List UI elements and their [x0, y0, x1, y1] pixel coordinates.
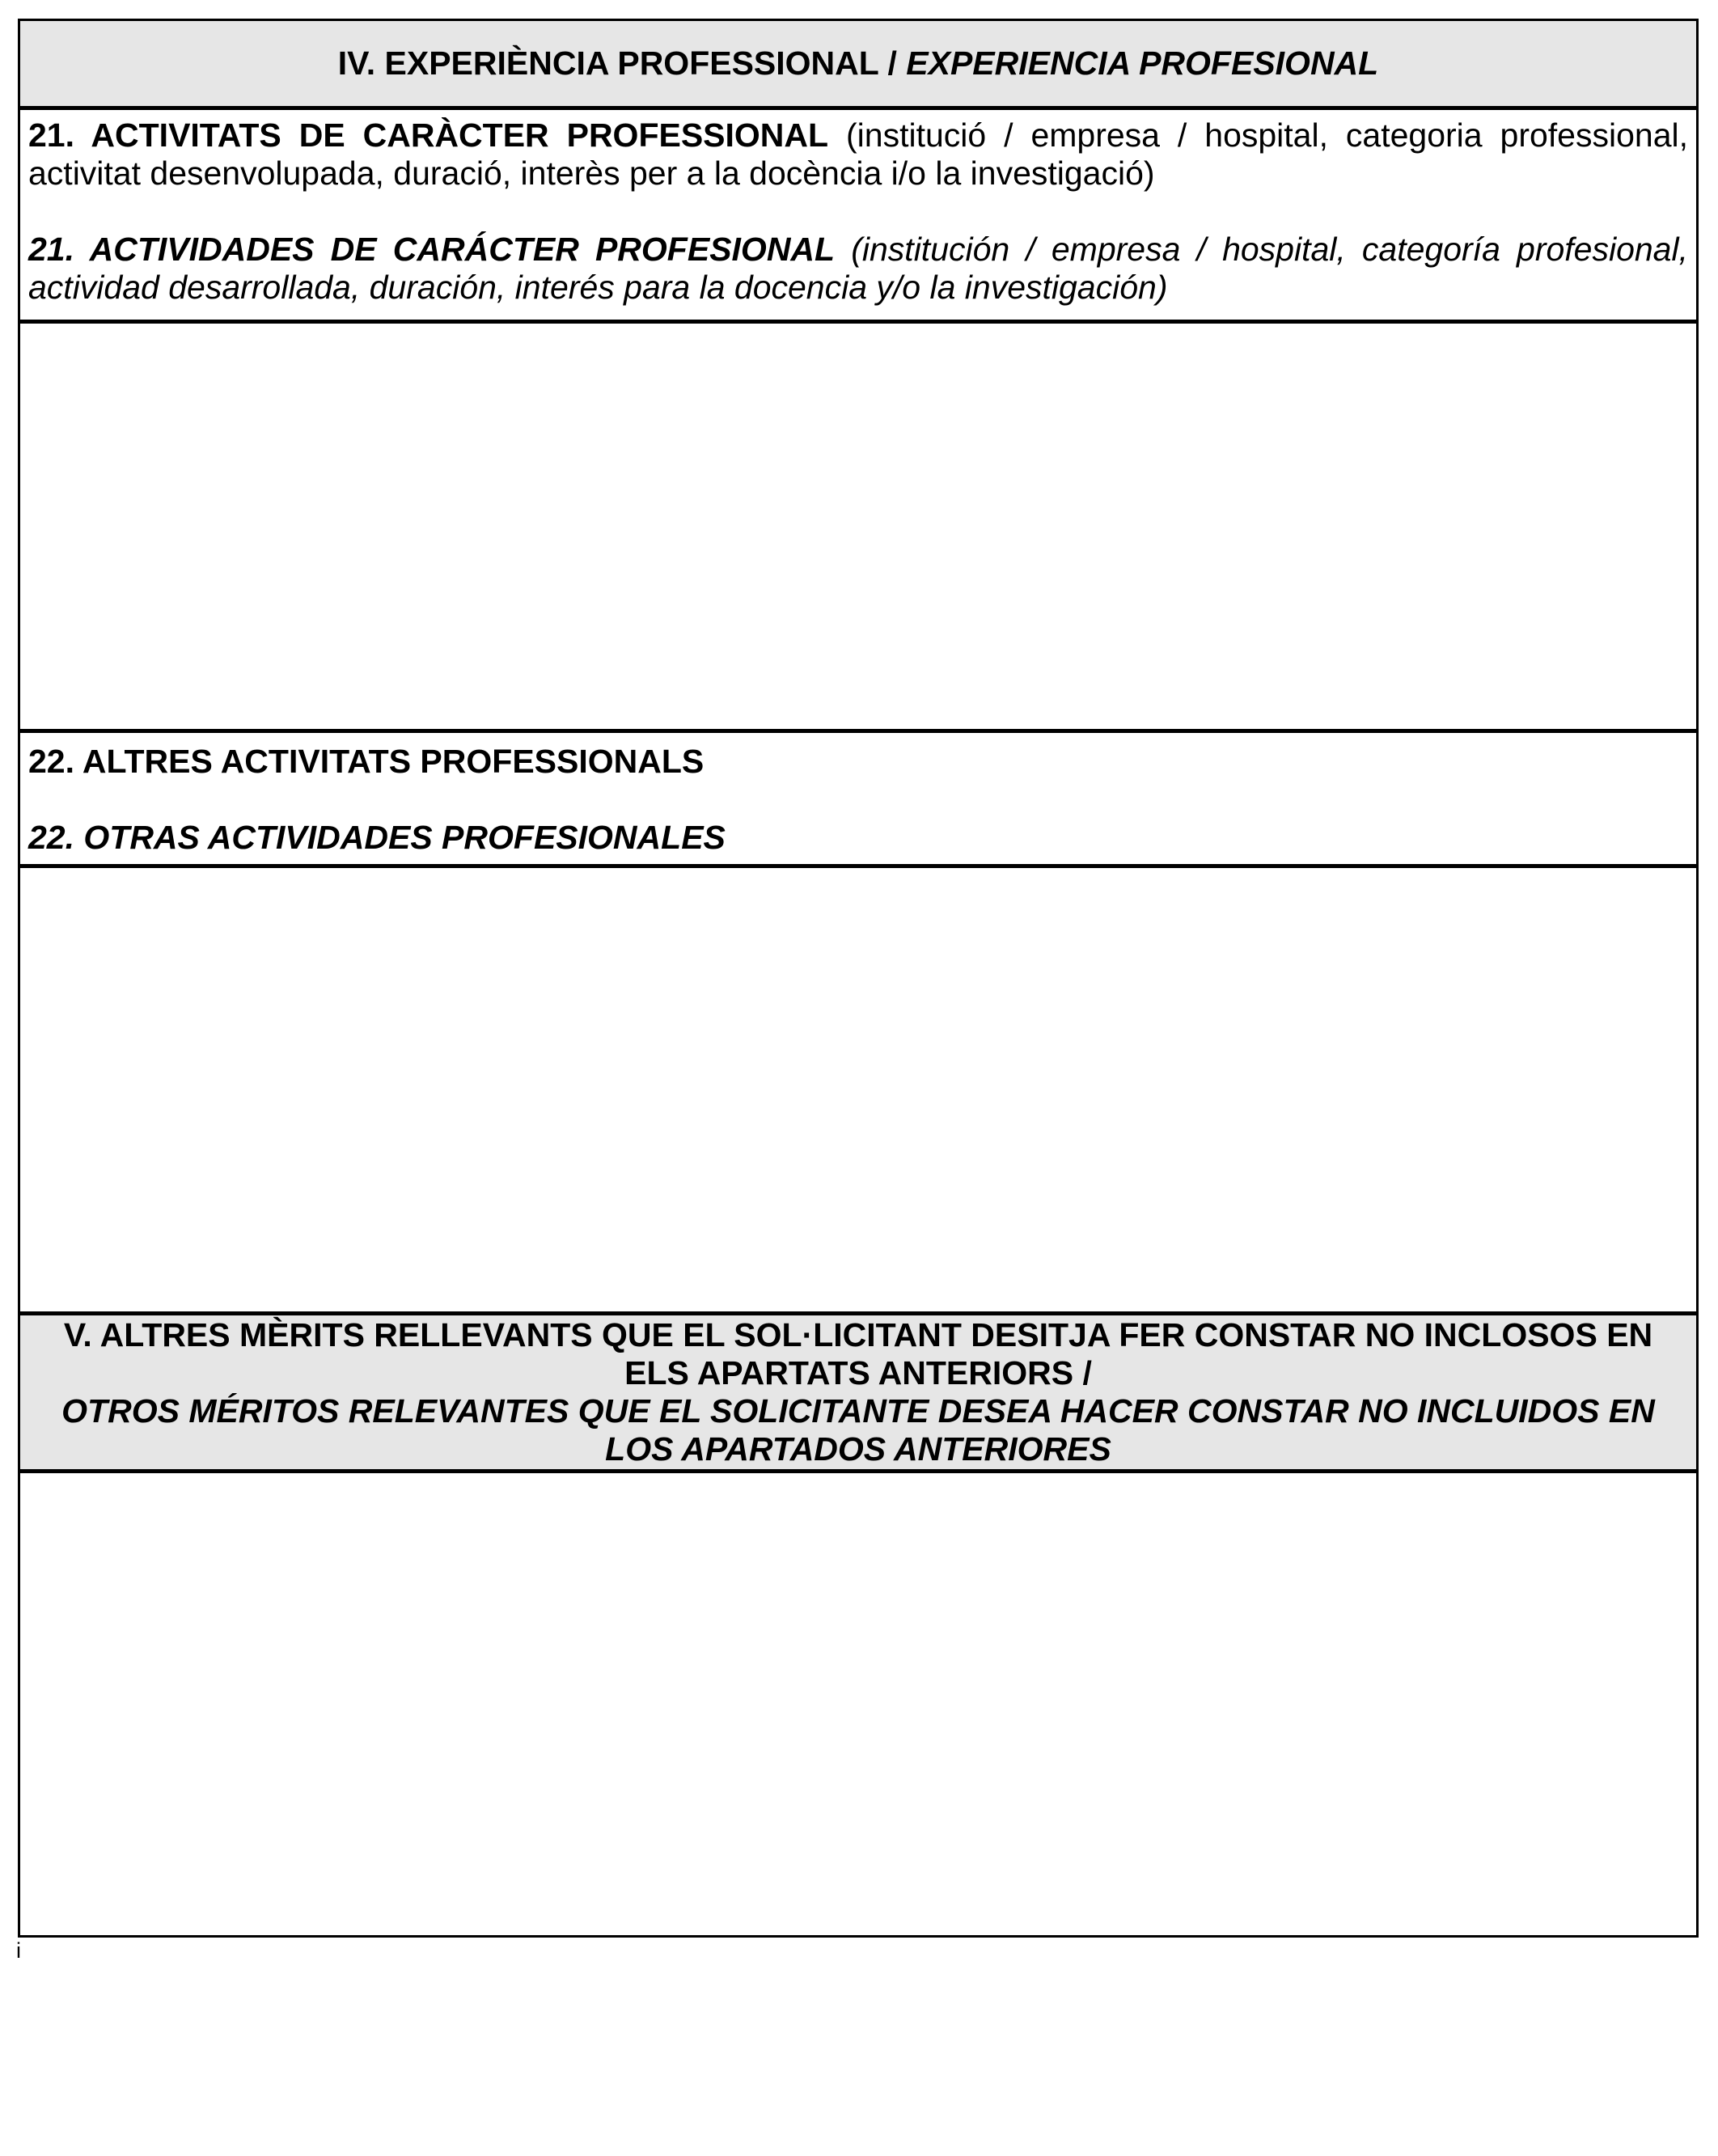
section-iv-title-spanish: EXPERIENCIA PROFESIONAL	[906, 44, 1379, 82]
item-22-label-cell	[20, 733, 1696, 868]
section-iv-title	[338, 44, 1378, 83]
endnote-reference-marker: i	[16, 1938, 21, 1963]
item-21-spanish-paragraph	[28, 231, 1688, 307]
item-21-catalan-description: (institució / empresa / hospital, categoria professional, activitat desenvolupada, duració, interès per a la docència i/o la investigació)	[28, 116, 1688, 192]
section-iv-header	[20, 21, 1696, 110]
item-22-catalan-label: 22. ALTRES ACTIVITATS PROFESSIONALS	[28, 743, 705, 780]
section-v-header	[20, 1315, 1696, 1473]
section-v-entry-area[interactable]	[20, 1473, 1696, 1935]
item-21-entry-area[interactable]	[20, 324, 1696, 733]
section-iv-title-catalan: IV. EXPERIÈNCIA PROFESSIONAL /	[337, 44, 907, 82]
item-21-label-cell	[20, 110, 1696, 324]
professional-experience-form-table	[18, 19, 1699, 1938]
item-21-spanish-label: 21. ACTIVIDADES DE CARÁCTER PROFESIONAL	[28, 231, 836, 268]
item-21-catalan-label: 21. ACTIVITATS DE CARÀCTER PROFESSIONAL	[28, 116, 829, 154]
item-22-spanish-label: 22. OTRAS ACTIVIDADES PROFESIONALES	[28, 819, 726, 856]
item-22-entry-area[interactable]	[20, 868, 1696, 1315]
section-v-title-spanish: OTROS MÉRITOS RELEVANTES QUE EL SOLICITANTE DESEA HACER CONSTAR NO INCLUIDOS EN LOS APARTADOS ANTERIORES	[61, 1392, 1655, 1468]
item-21-catalan-paragraph	[28, 116, 1688, 193]
item-21-spanish-description: (institución / empresa / hospital, categoría profesional, actividad desarrollada, duración, interés para la docencia y/o la investigación)	[28, 231, 1688, 306]
section-v-title-catalan: V. ALTRES MÈRITS RELLEVANTS QUE EL SOL·LICITANT DESITJA FER CONSTAR NO INCLOSOS EN ELS APARTATS ANTERIORS /	[63, 1316, 1653, 1391]
